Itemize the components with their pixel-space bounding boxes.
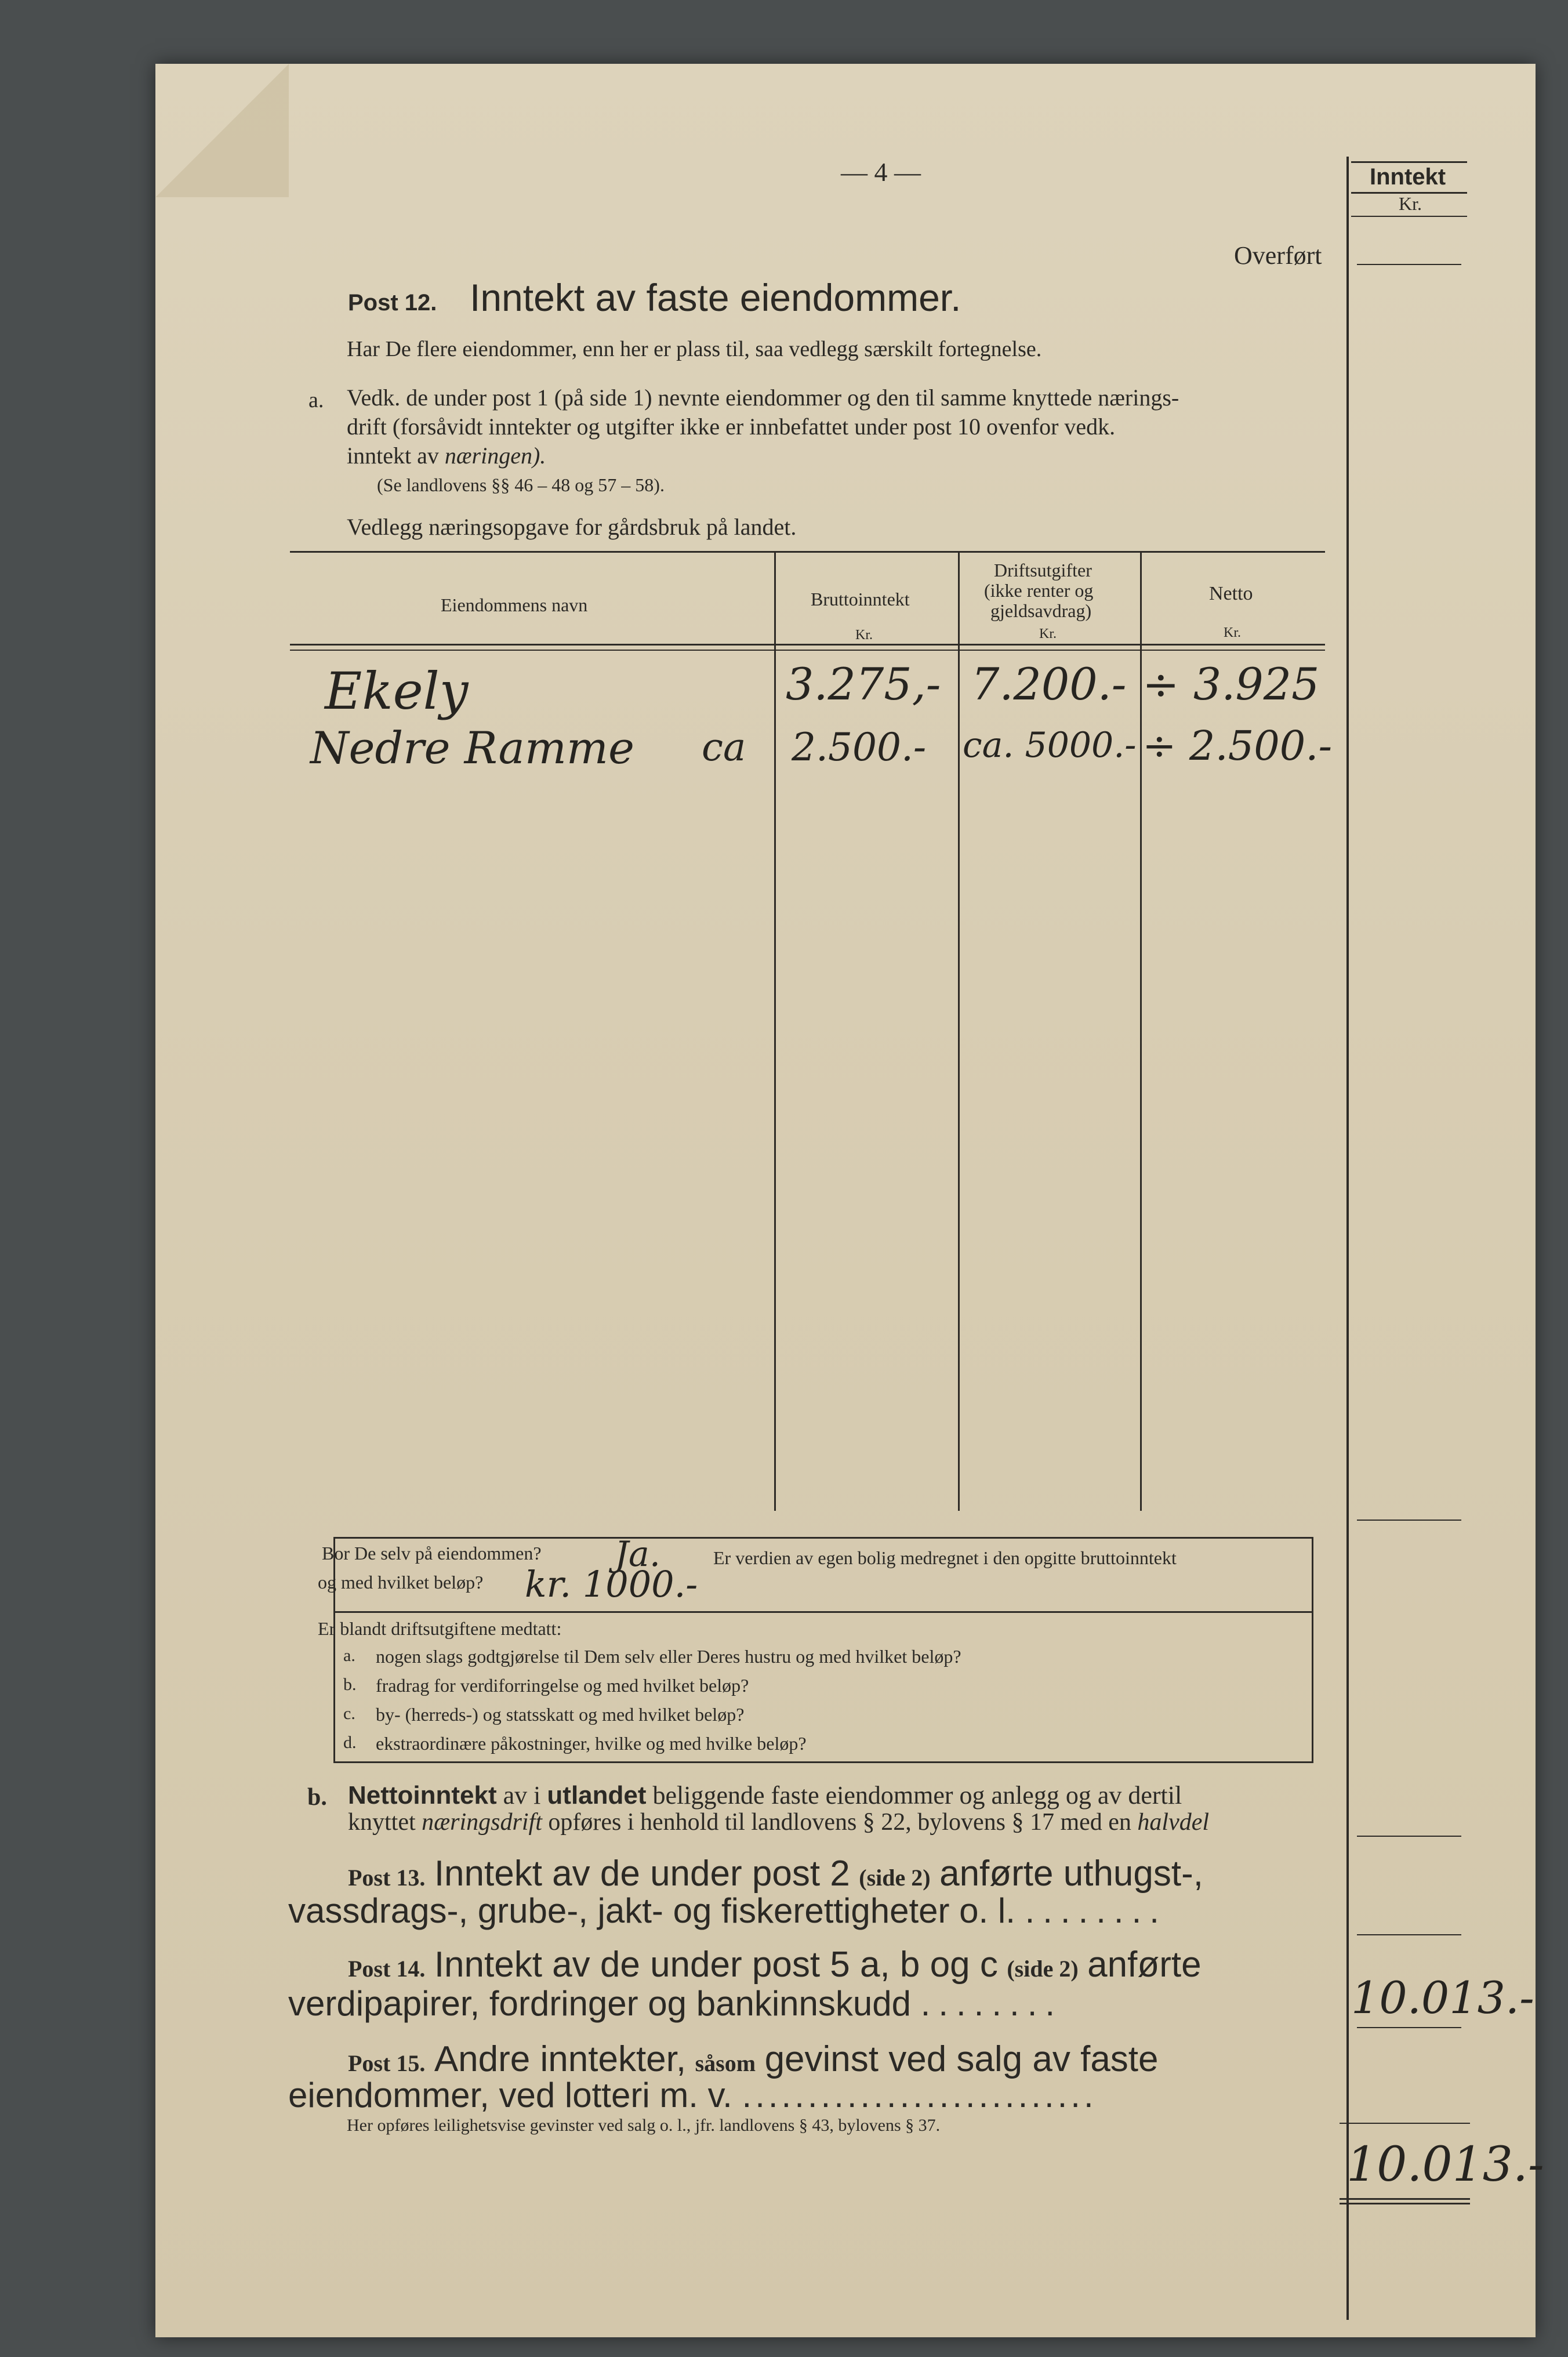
header-gjeldsavdrag: gjeldsavdrag) <box>990 600 1092 621</box>
b-line1: Nettoinntekt av i utlandet beliggende faste eiendommer og anlegg og av dertil <box>348 1781 1182 1810</box>
post12-label: Post 12. <box>348 290 437 316</box>
post14-amount: 10.013.- <box>1351 1972 1534 2024</box>
q-item-c-text: by- (herreds-) og statsskatt og med hvilket beløp? <box>376 1704 745 1725</box>
q-bor-answer: Ja. <box>615 1534 660 1575</box>
post12-intro: Har De flere eiendommer, enn her er plass til, saa vedlegg særskilt fortegnelse. <box>347 337 1042 361</box>
post12-a-line1: Vedk. de under post 1 (på side 1) nevnte eiendommer og den til samme knyttede nærings- <box>347 385 1179 411</box>
header-drift-unit: Kr. <box>1039 626 1057 641</box>
q-egen-bolig: Er verdien av egen bolig medregnet i den opgitte bruttoinntekt <box>713 1547 1177 1568</box>
inntekt-column-unit: Kr. <box>1399 193 1422 214</box>
q-item-d-text: ekstraordinære påkostninger, hvilke og med hvilke beløp? <box>376 1733 807 1754</box>
post12-a-line3-italic: næringen). <box>444 443 546 469</box>
post15-line2: eiendommer, ved lotteri m. v. ........................... <box>288 2076 1097 2115</box>
header-brutto-unit: Kr. <box>855 628 873 643</box>
b-line2: knyttet næringsdrift opføres i henhold til landlovens § 22, bylovens § 17 med en halvdel <box>348 1809 1210 1836</box>
table-row-2-netto: ÷ 2.500.- <box>1142 722 1333 770</box>
page-number: — 4 — <box>841 157 921 187</box>
table-row-1-netto: ÷ 3.925 <box>1142 658 1320 710</box>
header-driftsutgifter: Driftsutgifter <box>994 560 1092 581</box>
post12-law-reference: (Se landlovens §§ 46 – 48 og 57 – 58). <box>377 474 665 495</box>
table-row-1-name: Ekely <box>325 661 469 721</box>
header-netto-unit: Kr. <box>1224 625 1241 640</box>
post15-line1: Post 15. Andre inntekter, såsom gevinst ved salg av faste <box>348 2039 1159 2079</box>
table-row-1-drift: 7.200.- <box>971 658 1127 710</box>
post12-title: Inntekt av faste eiendommer. <box>470 276 961 319</box>
q-item-d-letter: d. <box>343 1733 357 1752</box>
post12-a-line2: drift (forsåvidt inntekter og utgifter ikke er innbefattet under post 10 ovenfor vedk. <box>347 414 1116 440</box>
q-item-a-letter: a. <box>343 1646 355 1665</box>
inntekt-column-border <box>1346 157 1349 2320</box>
q-bor-de-selv: Bor De selv på eiendommen? <box>322 1543 542 1564</box>
post12-a-line3: inntekt av <box>347 443 439 469</box>
table-row-1-brutto: 3.275,- <box>786 658 941 710</box>
post13-line2: vassdrags-, grube-, jakt- og fiskerettigheter o. l. ........ <box>288 1891 1167 1930</box>
post13-line1: Post 13. Inntekt av de under post 2 (side 2) anførte uthugst-, <box>348 1854 1203 1894</box>
q-item-a-text: nogen slags godtgjørelse til Dem selv eller Deres hustru og med hvilket beløp? <box>376 1646 961 1667</box>
b-letter: b. <box>307 1784 327 1811</box>
q-hvilket-belop: og med hvilket beløp? <box>318 1572 484 1593</box>
table-row-2-note: ca <box>702 725 746 770</box>
post15-total: 10.013.- <box>1346 2137 1544 2192</box>
q-driftsutgifter-medtatt: Er blandt driftsutgiftene medtatt: <box>318 1618 562 1639</box>
overfort-label: Overført <box>1234 241 1322 270</box>
q-item-c-letter: c. <box>343 1704 355 1723</box>
header-bruttoinntekt: Bruttoinntekt <box>811 589 910 610</box>
header-ikke-renter: (ikke renter og <box>984 580 1094 601</box>
header-eiendommens-navn: Eiendommens navn <box>441 594 588 615</box>
post12-a-letter: a. <box>308 388 324 412</box>
table-row-2-drift: ca. 5000.- <box>963 725 1137 766</box>
table-row-2-name: Nedre Ramme <box>310 722 634 774</box>
post14-line1: Post 14. Inntekt av de under post 5 a, b og c (side 2) anførte <box>348 1945 1202 1985</box>
post12-vedlegg: Vedlegg næringsopgave for gårdsbruk på landet. <box>347 514 797 540</box>
table-top-border <box>290 551 1325 553</box>
q-item-b-letter: b. <box>343 1675 357 1694</box>
post14-line2: verdipapirer, fordringer og bankinnskudd ........ <box>288 1984 1064 2023</box>
folded-corner <box>155 64 289 197</box>
post15-note: Her opføres leilighetsvise gevinster ved salg o. l., jfr. landlovens § 43, bylovens § 37. <box>347 2116 941 2135</box>
header-netto: Netto <box>1209 583 1253 604</box>
inntekt-column-title: Inntekt <box>1370 164 1446 190</box>
table-row-2-brutto: 2.500.- <box>792 725 927 770</box>
q-belop-answer: kr. 1000.- <box>525 1563 698 1605</box>
q-item-b-text: fradrag for verdiforringelse og med hvilket beløp? <box>376 1675 749 1696</box>
